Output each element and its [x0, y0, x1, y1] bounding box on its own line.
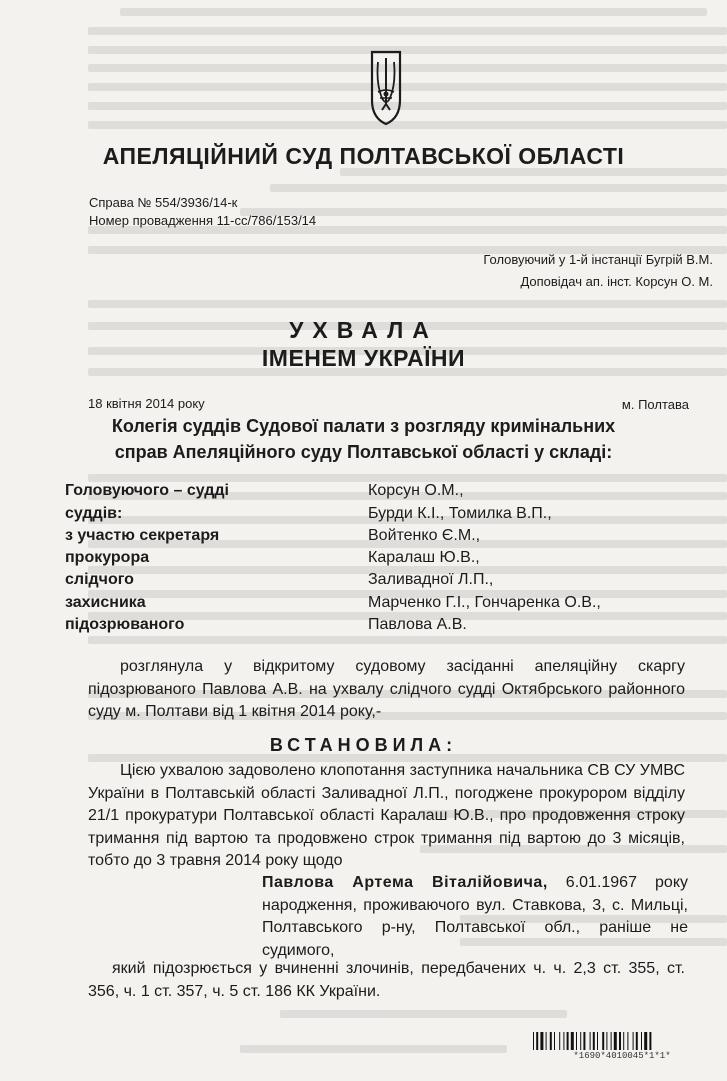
established-heading: ВСТАНОВИЛА:: [269, 735, 458, 755]
considered-paragraph: розглянула у відкритому судовому засіданні апеляційну скаргу підозрюваного Павлова А.В. на ухвалу слідчого судді Октябрського районного суду м. Полтави від 1 квітня 2014 року,-: [88, 658, 685, 720]
composition-value: Войтенко Є.М.,: [368, 527, 481, 544]
composition-label: підозрюваного: [65, 616, 185, 633]
first-instance-judge: Головуючий у 1-й інстанції Бугрій В.М.: [483, 252, 713, 267]
composition-value: Павлова А.В.: [368, 616, 467, 633]
composition-label: Головуючого – судді: [65, 482, 229, 499]
panel-heading-line1: Колегія суддів Судової палати з розгляду кримінальних: [111, 416, 616, 436]
barcode-icon: [533, 1032, 711, 1050]
ruling-title: УХВАЛА: [289, 317, 438, 343]
composition-value: Корсун О.М.,: [368, 482, 464, 499]
ruling-city: м. Полтава: [621, 397, 689, 412]
suspect-paragraph: [262, 872, 688, 962]
ruling-date: 18 квітня 2014 року: [88, 396, 205, 411]
panel-heading-line2: справ Апеляційного суду Полтавської області у складі:: [114, 442, 613, 462]
composition-value: Бурди К.І., Томилка В.П.,: [368, 505, 552, 522]
body-paragraph: Цією ухвалою задоволено клопотання заступника начальника СВ СУ УМВС України в Полтавській області Заливадної Л.П., погоджене прокурором відділу 21/1 прокуратури Полтавської області Каралаш Ю.В., про продовження строку тримання під вартою та продовжено строк тримання під вартою до 3 місяців, тобто до 3 травня 2014 року щодо: [88, 762, 685, 869]
composition-label: прокурора: [65, 549, 150, 566]
trident-emblem-icon: [366, 50, 406, 126]
composition-value: Каралаш Ю.В.,: [368, 549, 480, 566]
charge-paragraph: який підозрюється у вчиненні злочинів, передбачених ч. ч. 2,3 ст. 355, ст. 356, ч. 1 ст. 357, ч. 5 ст. 186 КК України.: [88, 960, 685, 1000]
barcode-number: *1690*4010045*1*1*: [573, 1051, 671, 1061]
composition-label: суддів:: [65, 505, 123, 522]
ruling-subtitle: ІМЕНЕМ УКРАЇНИ: [261, 345, 466, 371]
proceeding-number: Номер провадження 11-сс/786/153/14: [89, 213, 317, 228]
composition-label: з участю секретаря: [65, 527, 220, 544]
court-name: АПЕЛЯЦІЙНИЙ СУД ПОЛТАВСЬКОЇ ОБЛАСТІ: [102, 143, 625, 169]
rapporteur-judge: Доповідач ап. інст. Корсун О. М.: [520, 274, 713, 289]
composition-value: Марченко Г.І., Гончаренка О.В.,: [368, 594, 601, 611]
composition-value: Заливадної Л.П.,: [368, 571, 494, 588]
composition-label: слідчого: [65, 571, 134, 588]
composition-label: захисника: [65, 594, 146, 611]
suspect-name: Павлова Артема Віталійовича,: [262, 874, 548, 891]
suspect-details: 6.01.1967 року народження, проживаючого вул. Ставкова, 3, с. Мильці, Полтавського р-ну, Полтавської обл., раніше не судимого,: [262, 874, 688, 959]
case-number: Справа № 554/3936/14-к: [89, 195, 238, 210]
